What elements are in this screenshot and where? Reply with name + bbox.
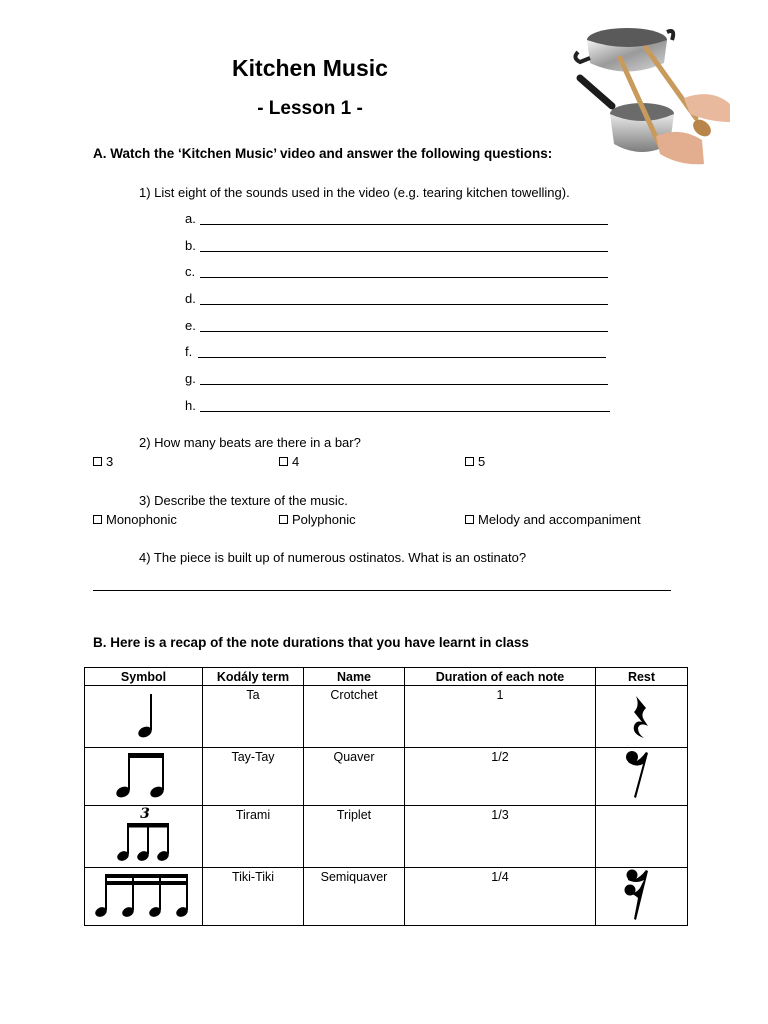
note-name: Triplet	[304, 806, 405, 868]
column-header: Rest	[596, 668, 688, 686]
kodaly-term: Tirami	[203, 806, 304, 868]
answer-letter: d.	[185, 291, 196, 306]
question-3: 3) Describe the texture of the music.	[139, 493, 348, 508]
semiquaver-group-icon	[85, 868, 203, 926]
kodaly-term: Ta	[203, 686, 304, 748]
column-header: Symbol	[85, 668, 203, 686]
answer-letter: f.	[185, 344, 193, 359]
answer-letter: b.	[185, 238, 196, 253]
table-header-row	[85, 668, 688, 686]
option-monophonic[interactable]: Monophonic	[93, 512, 177, 527]
table-row	[85, 686, 688, 748]
note-duration: 1/4	[405, 868, 596, 926]
option-melody-accompaniment[interactable]: Melody and accompaniment	[465, 512, 641, 527]
section-b-heading: B. Here is a recap of the note durations that you have learnt in class	[93, 635, 529, 650]
option-4-beats[interactable]: 4	[279, 454, 299, 469]
table-row	[85, 868, 688, 926]
answer-line-c[interactable]	[185, 264, 608, 279]
note-name: Quaver	[304, 748, 405, 806]
answer-line-d[interactable]	[185, 291, 608, 306]
answer-line-b[interactable]	[185, 238, 608, 253]
answer-letter: c.	[185, 264, 196, 279]
note-duration: 1/2	[405, 748, 596, 806]
option-5-beats[interactable]: 5	[465, 454, 485, 469]
semiquaver-rest-icon	[596, 868, 688, 926]
answer-letter: g.	[185, 371, 196, 386]
crotchet-note-icon	[85, 686, 203, 748]
answer-line-a[interactable]	[185, 211, 608, 226]
note-duration: 1/3	[405, 806, 596, 868]
answer-letter: h.	[185, 398, 196, 413]
kodaly-term: Tiki-Tiki	[203, 868, 304, 926]
kitchen-pots-photo-icon	[572, 18, 732, 176]
checkbox[interactable]	[93, 515, 102, 524]
checkbox[interactable]	[279, 515, 288, 524]
checkbox[interactable]	[465, 515, 474, 524]
question-1: 1) List eight of the sounds used in the video (e.g. tearing kitchen towelling).	[139, 185, 570, 200]
section-a-heading: A. Watch the ‘Kitchen Music’ video and answer the following questions:	[93, 146, 553, 161]
note-durations-table	[84, 667, 688, 926]
note-name: Crotchet	[304, 686, 405, 748]
kodaly-term: Tay-Tay	[203, 748, 304, 806]
option-polyphonic[interactable]: Polyphonic	[279, 512, 356, 527]
question-4: 4) The piece is built up of numerous ostinatos. What is an ostinato?	[139, 550, 527, 565]
answer-line-e[interactable]	[185, 318, 608, 333]
column-header: Name	[304, 668, 405, 686]
checkbox[interactable]	[465, 457, 474, 466]
column-header: Kodály term	[203, 668, 304, 686]
crotchet-rest-icon	[596, 686, 688, 748]
page-title: Kitchen Music	[232, 55, 388, 81]
triplet-mark: 3	[140, 806, 150, 822]
checkbox[interactable]	[279, 457, 288, 466]
answer-line-h[interactable]	[185, 398, 610, 413]
quaver-pair-icon	[85, 748, 203, 806]
rest-empty	[596, 806, 688, 868]
triplet-icon	[85, 806, 203, 868]
quaver-rest-icon	[596, 748, 688, 806]
answer-line-f[interactable]	[185, 344, 606, 359]
lesson-subtitle: - Lesson 1 -	[257, 98, 363, 119]
note-name: Semiquaver	[304, 868, 405, 926]
answer-line-g[interactable]	[185, 371, 608, 386]
note-duration: 1	[405, 686, 596, 748]
question-2: 2) How many beats are there in a bar?	[139, 435, 361, 450]
column-header: Duration of each note	[405, 668, 596, 686]
answer-letter: e.	[185, 318, 196, 333]
checkbox[interactable]	[93, 457, 102, 466]
table-row	[85, 806, 688, 868]
option-3-beats[interactable]: 3	[93, 454, 113, 469]
table-row	[85, 748, 688, 806]
answer-letter: a.	[185, 211, 196, 226]
answer-line-ostinato[interactable]	[93, 590, 671, 591]
